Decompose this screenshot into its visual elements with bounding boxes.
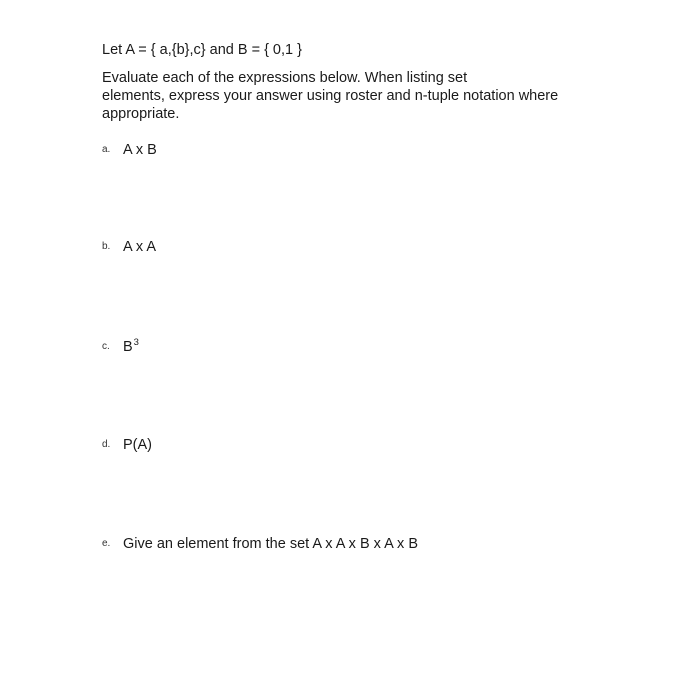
- instructions: [102, 69, 622, 123]
- instructions-line-1: Evaluate each of the expressions below. When listing set: [102, 70, 468, 86]
- item-text-b: A x A: [123, 238, 157, 255]
- item-superscript-c: 3: [133, 337, 139, 348]
- item-marker-e: e.: [102, 538, 111, 550]
- item-marker-d: d.: [102, 439, 111, 451]
- instructions-line-3: appropriate.: [102, 106, 180, 122]
- item-text-c: B: [123, 338, 133, 355]
- question-item-a: [102, 141, 157, 161]
- set-definition: Let A = { a,{b},c} and B = { 0,1 }: [102, 42, 302, 58]
- item-text-d: P(A): [123, 436, 152, 453]
- item-marker-b: b.: [102, 241, 111, 253]
- question-item-e: [102, 535, 418, 555]
- question-item-d: [102, 436, 152, 456]
- question-item-b: [102, 238, 156, 258]
- instructions-line-2: elements, express your answer using roster and n-tuple notation where: [102, 88, 559, 104]
- item-marker-c: c.: [102, 341, 110, 353]
- question-item-c: [102, 337, 139, 357]
- item-marker-a: a.: [102, 144, 111, 156]
- item-text-e: Give an element from the set A x A x B x A x B: [123, 535, 418, 552]
- item-text-a: A x B: [123, 141, 157, 158]
